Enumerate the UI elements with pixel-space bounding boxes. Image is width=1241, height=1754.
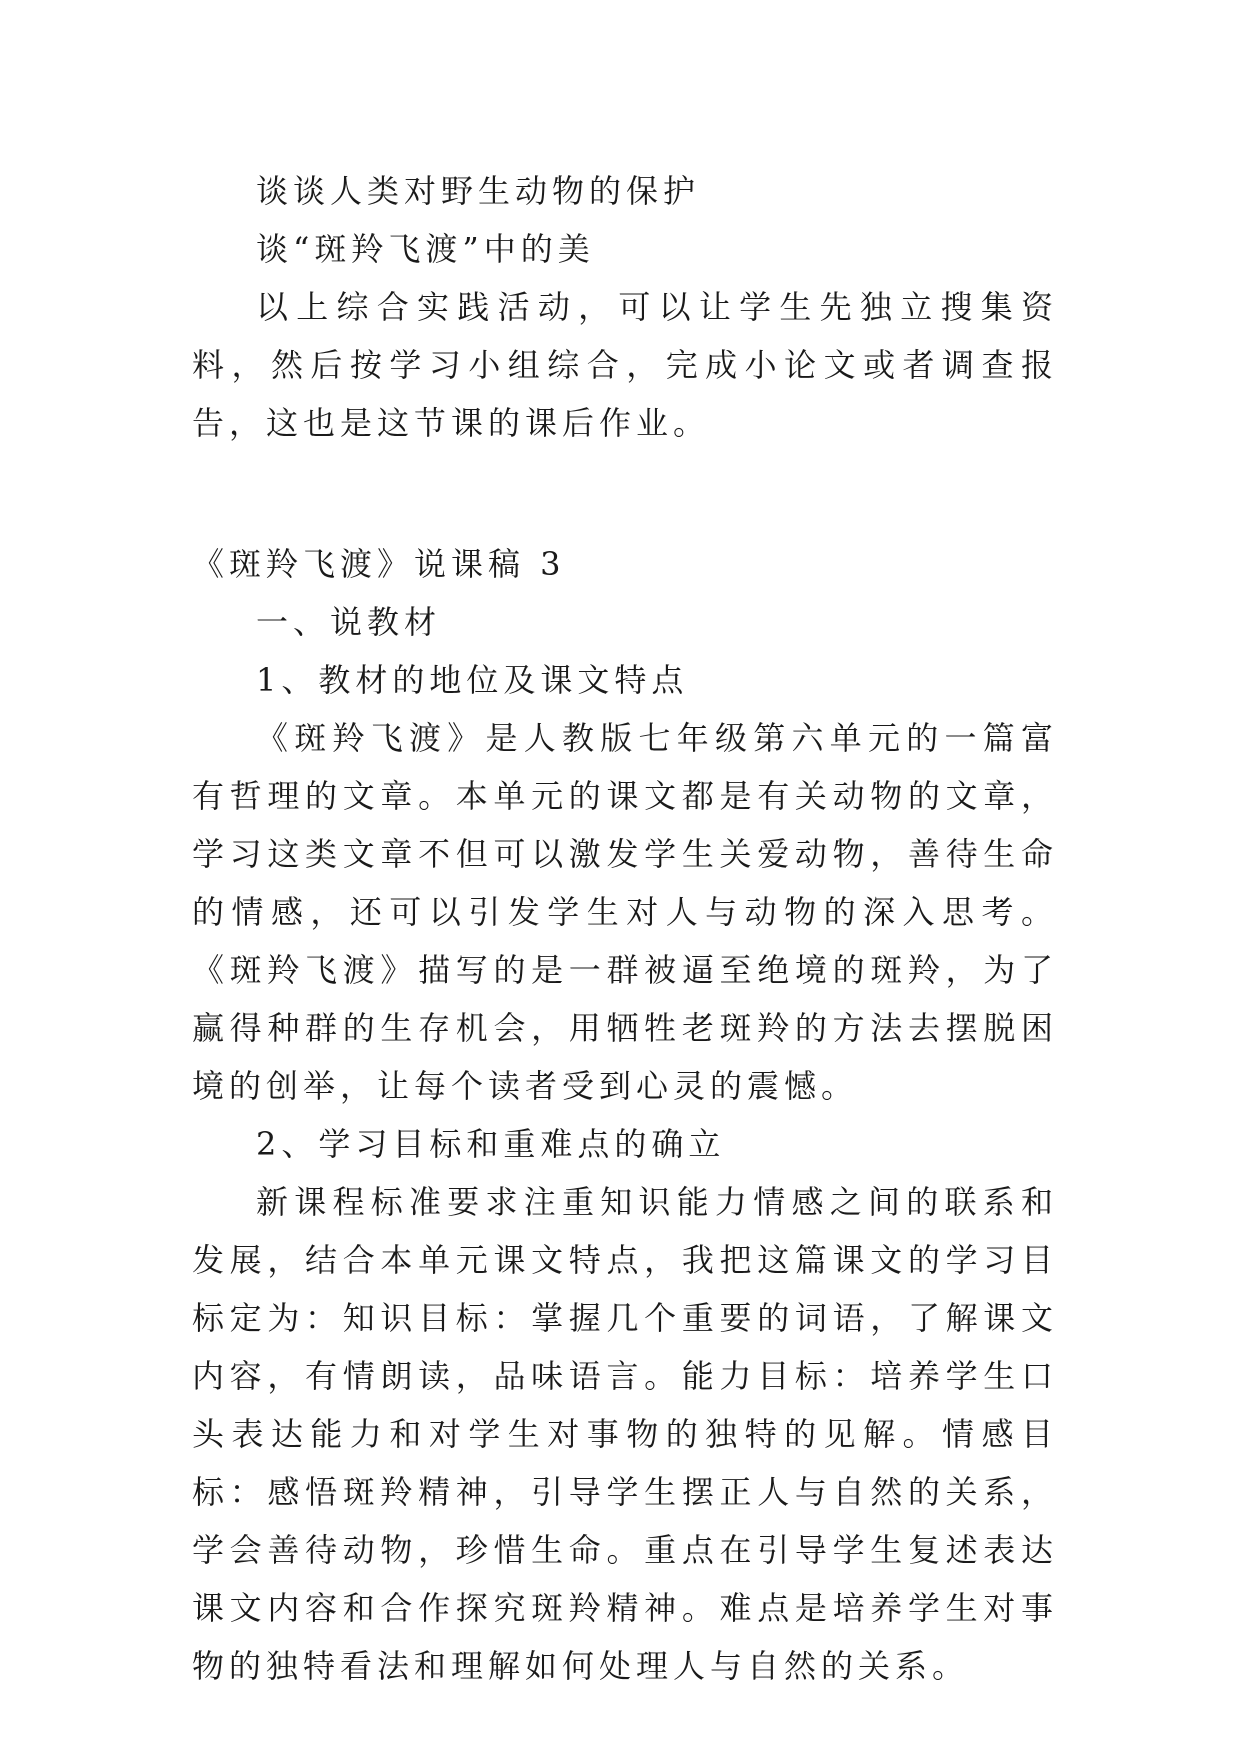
paragraph-objectives: 新课程标准要求注重知识能力情感之间的联系和发展，结合本单元课文特点，我把这篇课文的学习目标定为：知识目标：掌握几个重要的词语，了解课文内容，有情朗读，品味语言。能力目标：培养学生口头表达能力和对学生对事物的独特的见解。情感目标：感悟斑羚精神，引导学生摆正人与自然的关系，学会善待动物，珍惜生命。重点在引导学生复述表达课文内容和合作探究斑羚精神。难点是培养学生对事物的独特看法和理解如何处理人与自然的关系。 (192, 1183, 1058, 1685)
subheading-textbook: 一、说教材 (256, 603, 442, 641)
subheading-position-features: 1、教材的地位及课文特点 (256, 661, 689, 699)
section-title: 《斑羚飞渡》说课稿 3 (192, 545, 566, 583)
topic-line-beauty: 谈“斑羚飞渡”中的美 (256, 230, 595, 268)
document-body (192, 0, 1058, 1695)
paragraph-homework: 以上综合实践活动，可以让学生先独立搜集资料，然后按学习小组综合，完成小论文或者调查报告，这也是这节课的课后作业。 (192, 288, 1058, 442)
topic-line-wildlife-protection: 谈谈人类对野生动物的保护 (256, 172, 701, 210)
subheading-objectives: 2、学习目标和重难点的确立 (256, 1125, 726, 1163)
paragraph-textbook-description: 《斑羚飞渡》是人教版七年级第六单元的一篇富有哲理的文章。本单元的课文都是有关动物的文章，学习这类文章不但可以激发学生关爱动物，善待生命的情感，还可以引发学生对人与动物的深入思考。《斑羚飞渡》描写的是一群被逼至绝境的斑羚，为了赢得种群的生存机会，用牺牲老斑羚的方法去摆脱困境的创举，让每个读者受到心灵的震憾。 (192, 719, 1058, 1105)
